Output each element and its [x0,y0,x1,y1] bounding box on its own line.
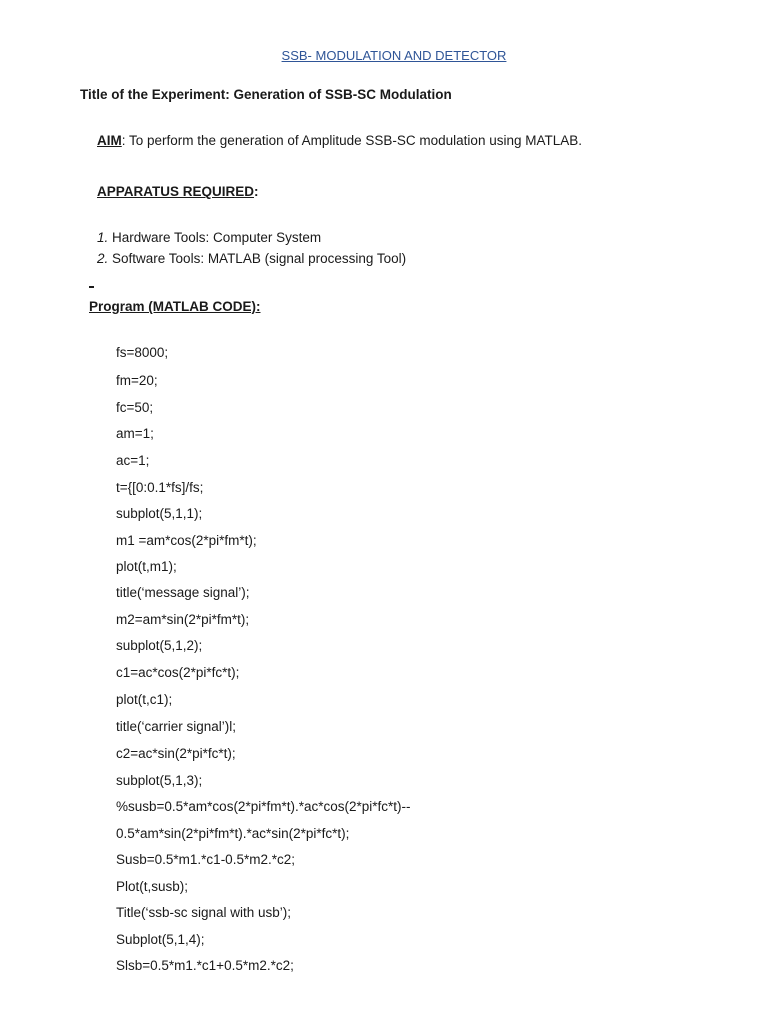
experiment-title: Title of the Experiment: Generation of SSB-SC Modulation [80,87,452,102]
code-line: title(‘carrier signal’)l; [116,719,237,734]
code-line: subplot(5,1,1); [116,506,203,521]
program-heading: Program (MATLAB CODE): [89,299,261,314]
code-line: ac=1; [116,453,150,468]
code-line: c2=ac*sin(2*pi*fc*t); [116,746,236,761]
code-line: Plot(t,susb); [116,879,189,894]
apparatus-heading [97,184,259,199]
code-line: title(‘message signal’); [116,585,250,600]
aim-label: AIM [97,133,122,148]
code-line: subplot(5,1,2); [116,638,203,653]
code-line: plot(t,m1); [116,559,177,574]
list-number: 1. [97,230,109,245]
apparatus-item-hardware [97,230,321,245]
code-line: %susb=0.5*am*cos(2*pi*fm*t).*ac*cos(2*pi*fc*t)-- [116,799,411,814]
aim-statement [97,133,582,148]
aim-text: : To perform the generation of Amplitude SSB-SC modulation using MATLAB. [121,133,582,148]
dash-mark [89,286,94,288]
code-line: m1 =am*cos(2*pi*fm*t); [116,533,257,548]
list-text: Software Tools: MATLAB (signal processing Tool) [108,251,407,266]
code-line: m2=am*sin(2*pi*fm*t); [116,612,250,627]
list-text: Hardware Tools: Computer System [108,230,322,245]
code-line: fs=8000; [116,345,169,360]
code-line: Susb=0.5*m1.*c1-0.5*m2.*c2; [116,852,295,867]
code-line: Title(‘ssb-sc signal with usb’); [116,905,292,920]
apparatus-item-software [97,251,406,266]
document-header-link[interactable]: SSB- MODULATION AND DETECTOR [281,48,507,63]
code-line: Slsb=0.5*m1.*c1+0.5*m2.*c2; [116,958,294,973]
code-line: am=1; [116,426,154,441]
code-line: fm=20; [116,373,158,388]
code-line: Subplot(5,1,4); [116,932,205,947]
code-line: c1=ac*cos(2*pi*fc*t); [116,665,240,680]
apparatus-heading-label: APPARATUS REQUIRED [97,184,255,199]
list-number: 2. [97,251,109,266]
code-line: plot(t,c1); [116,692,173,707]
code-line: fc=50; [116,400,154,415]
code-line: t={[0:0.1*fs]/fs; [116,480,204,495]
code-line: subplot(5,1,3); [116,773,203,788]
code-line: 0.5*am*sin(2*pi*fm*t).*ac*sin(2*pi*fc*t); [116,826,350,841]
apparatus-heading-colon: : [254,184,259,199]
